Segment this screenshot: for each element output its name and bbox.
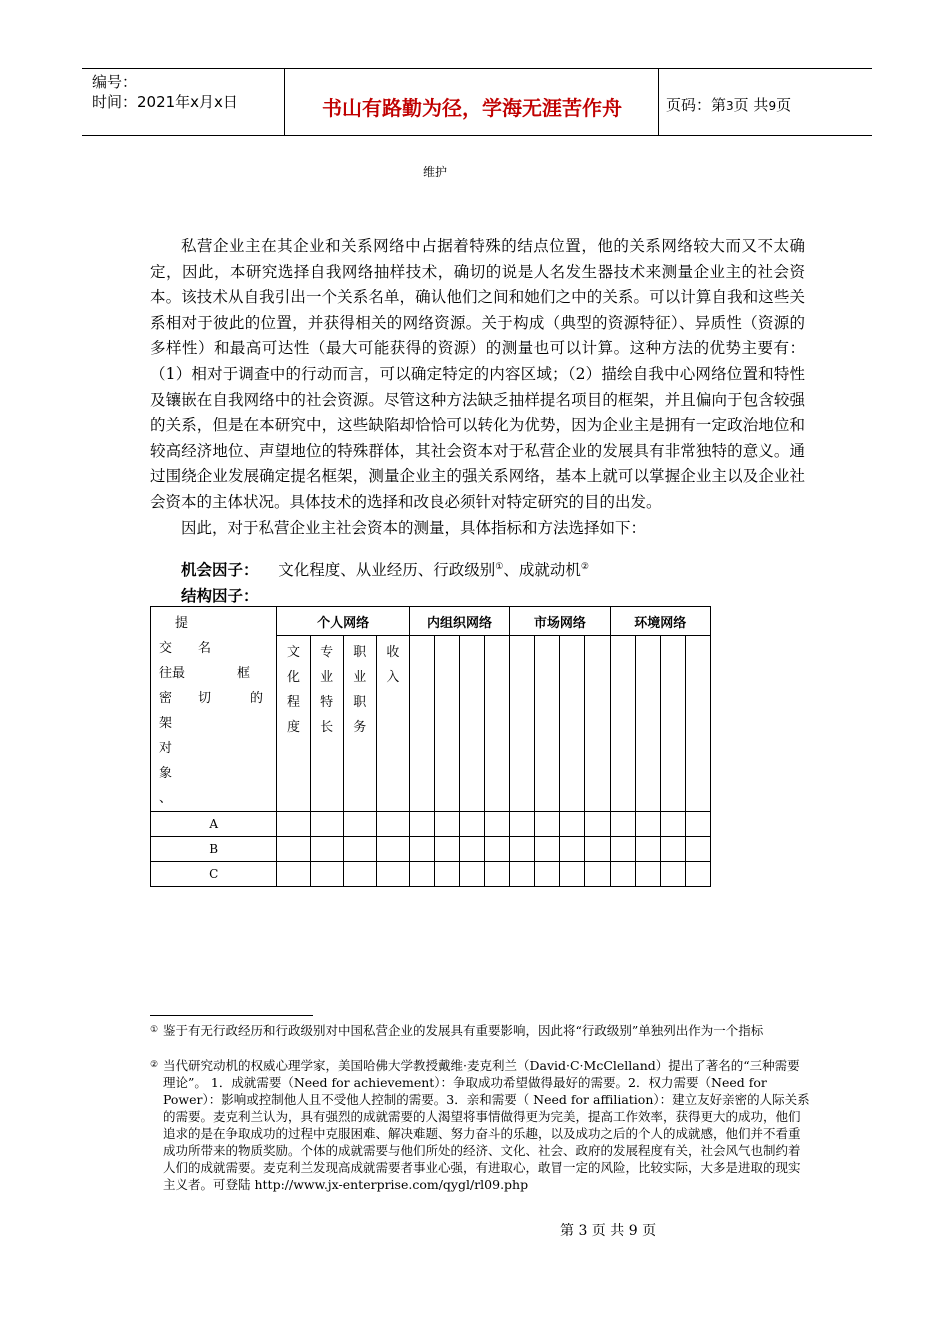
opportunity-factor bbox=[181, 558, 589, 580]
vertical-label: 职业职务 bbox=[353, 645, 367, 736]
paragraph: 因此，对于私营企业主社会资本的测量，具体指标和方法选择如下： bbox=[181, 518, 647, 537]
empty-cell bbox=[585, 636, 610, 812]
body-text bbox=[150, 234, 805, 541]
table-corner-header bbox=[151, 607, 277, 812]
empty-cell bbox=[409, 862, 434, 887]
empty-cell bbox=[610, 862, 635, 887]
header-bottom-rule bbox=[82, 135, 872, 136]
empty-cell bbox=[610, 812, 635, 837]
empty-cell bbox=[635, 636, 660, 812]
empty-cell bbox=[510, 837, 535, 862]
empty-cell bbox=[660, 812, 685, 837]
vertical-label: 文化程度 bbox=[286, 645, 300, 736]
corner-line: 提 bbox=[175, 616, 189, 631]
row-label: C bbox=[151, 862, 277, 887]
footnote-ref-1: ① bbox=[495, 561, 504, 572]
footnote-ref-2: ② bbox=[580, 561, 589, 572]
footnote-text: 鉴于有无行政经历和行政级别对中国私营企业的发展具有重要影响，因此将“行政级别”单独列出作为一个指标 bbox=[163, 1023, 764, 1038]
time-label: 时间：2021年x月x日 bbox=[92, 93, 238, 111]
corner-line: 、 bbox=[159, 791, 173, 806]
row-label: B bbox=[151, 837, 277, 862]
empty-cell bbox=[635, 837, 660, 862]
empty-cell bbox=[485, 862, 510, 887]
empty-cell bbox=[510, 636, 535, 812]
corner-line: 交 名 bbox=[159, 641, 212, 656]
header-motto: 书山有路勤为径，学海无涯苦作舟 bbox=[322, 96, 622, 120]
col-specialty bbox=[310, 636, 343, 812]
footnote-mark: ① bbox=[150, 1025, 159, 1035]
empty-cell bbox=[376, 862, 409, 887]
empty-cell bbox=[434, 837, 459, 862]
header-divider bbox=[284, 68, 285, 136]
empty-cell bbox=[409, 636, 434, 812]
empty-cell bbox=[277, 862, 310, 887]
corner-line: 对 象 bbox=[159, 741, 264, 781]
empty-cell bbox=[460, 636, 485, 812]
empty-cell bbox=[277, 812, 310, 837]
empty-cell bbox=[660, 862, 685, 887]
empty-cell bbox=[660, 636, 685, 812]
footnote-separator bbox=[150, 1015, 313, 1016]
page-suffix: 页 bbox=[776, 96, 792, 114]
code-label: 编号： bbox=[92, 73, 138, 91]
footnote-2 bbox=[150, 1057, 810, 1193]
empty-cell bbox=[310, 862, 343, 887]
empty-cell bbox=[277, 837, 310, 862]
opportunity-label: 机会因子： bbox=[181, 561, 259, 579]
corner-line: 架 bbox=[159, 716, 173, 731]
empty-cell bbox=[343, 837, 376, 862]
empty-cell bbox=[310, 812, 343, 837]
structure-factor bbox=[181, 584, 259, 606]
empty-cell bbox=[560, 812, 585, 837]
page-total: 9 bbox=[768, 99, 777, 113]
empty-cell bbox=[460, 812, 485, 837]
header-divider bbox=[658, 68, 659, 136]
table-row bbox=[151, 812, 711, 837]
empty-cell bbox=[535, 837, 560, 862]
page-prefix: 页码：第 bbox=[666, 96, 727, 114]
structure-label: 结构因子： bbox=[181, 587, 259, 605]
empty-cell bbox=[585, 837, 610, 862]
corner-line: 往最 框 bbox=[159, 666, 251, 681]
empty-cell bbox=[685, 636, 710, 812]
empty-cell bbox=[685, 862, 710, 887]
empty-cell bbox=[585, 812, 610, 837]
col-position bbox=[343, 636, 376, 812]
empty-cell bbox=[635, 812, 660, 837]
empty-cell bbox=[376, 812, 409, 837]
empty-cell bbox=[460, 862, 485, 887]
row-label: A bbox=[151, 812, 277, 837]
page-current: 3 bbox=[726, 99, 734, 113]
empty-cell bbox=[535, 812, 560, 837]
section-title: 维护 bbox=[422, 165, 447, 179]
empty-cell bbox=[434, 862, 459, 887]
empty-cell bbox=[685, 837, 710, 862]
empty-cell bbox=[376, 837, 409, 862]
empty-cell bbox=[485, 812, 510, 837]
empty-cell bbox=[535, 862, 560, 887]
page-mid: 页 共 bbox=[733, 96, 769, 114]
empty-cell bbox=[510, 862, 535, 887]
footnote-text: 当代研究动机的权威心理学家，美国哈佛大学教授戴维·麦克利兰（David·C·McClelland）提出了著名的“三种需要理论”。 1．成就需要（Need for achievement）：争取成功希望做得最好的需要。2．权力需要（Need for Power）：影响或控制他人且不受他人控制的需要。3．亲和需要（ Need for affiliation）：建立友好亲密的人际关系的需要。麦克利兰认为，具有强烈的成就需要的人渴望将事情做得更为完美，提高工作效率，获得更大的成功，他们追求的是在争取成功的过程中克服困难、解决难题、努力奋斗的乐趣，以及成功之后的个人的成就感，他们并不看重成功所带来的物质奖励。个体的成就需要与他们所处的经济、文化、社会、政府的发展程度有关，社会风气也制约着人们的成就需要。麦克利兰发现高成就需要者事业心强，有进取心，敢冒一定的风险，比较实际，大多是进取的现实主义者。可登陆 http://www.jx-enterprise.com/qygl/rl09.php bbox=[163, 1058, 810, 1192]
empty-cell bbox=[485, 837, 510, 862]
opportunity-sep: 、成就动机 bbox=[503, 561, 581, 579]
empty-cell bbox=[585, 862, 610, 887]
empty-cell bbox=[310, 837, 343, 862]
table-row bbox=[151, 837, 711, 862]
group-internal-org-network: 内组织网络 bbox=[409, 607, 509, 636]
header-meta bbox=[92, 72, 238, 112]
empty-cell bbox=[685, 812, 710, 837]
empty-cell bbox=[434, 812, 459, 837]
empty-cell bbox=[409, 812, 434, 837]
vertical-label: 收入 bbox=[386, 645, 400, 686]
empty-cell bbox=[343, 862, 376, 887]
empty-cell bbox=[343, 812, 376, 837]
header-top-rule bbox=[82, 68, 872, 69]
empty-cell bbox=[510, 812, 535, 837]
empty-cell bbox=[660, 837, 685, 862]
empty-cell bbox=[460, 837, 485, 862]
empty-cell bbox=[434, 636, 459, 812]
group-personal-network: 个人网络 bbox=[277, 607, 409, 636]
empty-cell bbox=[409, 837, 434, 862]
paragraph: 私营企业主在其企业和关系网络中占据着特殊的结点位置，他的关系网络较大而又不太确定，因此，本研究选择自我网络抽样技术，确切的说是人名发生器技术来测量企业主的社会资本。该技术从自我引出一个关系名单，确认他们之间和她们之中的关系。可以计算自我和这些关系相对于彼此的位置，并获得相关的网络资源。关于构成（典型的资源特征）、异质性（资源的多样性）和最高可达性（最大可能获得的资源）的测量也可以计算。这种方法的优势主要有：（1）相对于调查中的行动而言，可以确定特定的内容区域；（2）描绘自我中心网络位置和特性及镶嵌在自我网络中的社会资源。尽管这种方法缺乏抽样提名项目的框架，并且偏向于包含较强的关系，但是在本研究中，这些缺陷却恰恰可以转化为优势，因为企业主是拥有一定政治地位和较高经济地位、声望地位的特殊群体，其社会资本对于私营企业的发展具有非常独特的意义。通过围绕企业发展确定提名框架，测量企业主的强关系网络，基本上就可以掌握企业主以及企业社会资本的主体状况。具体技术的选择和改良必须针对特定研究的目的出发。 bbox=[150, 237, 805, 511]
footnote-1 bbox=[150, 1022, 810, 1039]
table-row bbox=[151, 862, 711, 887]
vertical-label: 专业特长 bbox=[320, 645, 334, 736]
empty-cell bbox=[485, 636, 510, 812]
empty-cell bbox=[535, 636, 560, 812]
empty-cell bbox=[610, 636, 635, 812]
col-education bbox=[277, 636, 310, 812]
page-footer: 第 3 页 共 9 页 bbox=[560, 1223, 657, 1239]
corner-line: 密 切 的 bbox=[159, 691, 264, 706]
col-income bbox=[376, 636, 409, 812]
footnote-mark: ② bbox=[150, 1060, 159, 1070]
opportunity-text: 文化程度、从业经历、行政级别 bbox=[278, 561, 496, 579]
group-environment-network: 环境网络 bbox=[610, 607, 710, 636]
header-page-number bbox=[666, 94, 791, 115]
empty-cell bbox=[560, 862, 585, 887]
group-market-network: 市场网络 bbox=[510, 607, 610, 636]
empty-cell bbox=[560, 837, 585, 862]
empty-cell bbox=[610, 837, 635, 862]
empty-cell bbox=[635, 862, 660, 887]
empty-cell bbox=[560, 636, 585, 812]
network-table bbox=[150, 606, 711, 887]
